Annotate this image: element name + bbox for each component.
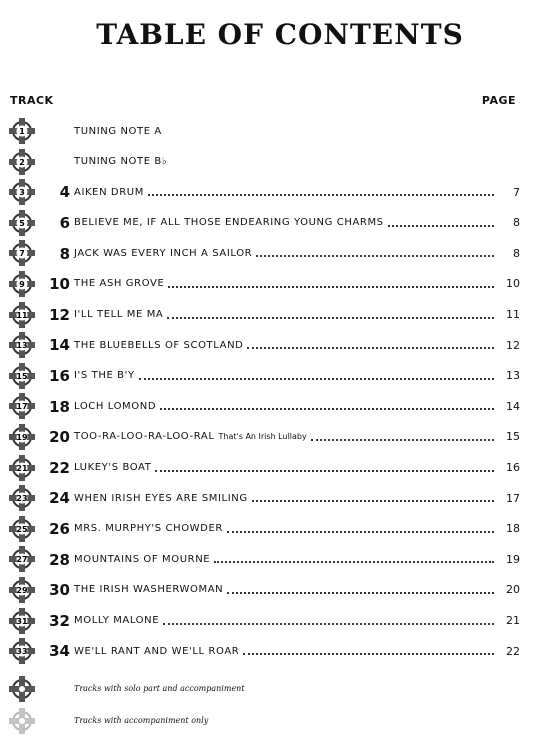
dot-leader xyxy=(252,500,494,502)
celtic-cross-icon xyxy=(8,545,36,573)
track-number: 14 xyxy=(49,336,70,355)
toc-row xyxy=(0,269,560,300)
song-entry xyxy=(74,269,520,299)
toc-row xyxy=(0,575,560,606)
toc-row xyxy=(0,422,560,453)
badge-number: 25 xyxy=(16,524,28,534)
badge-number: 17 xyxy=(16,402,28,412)
toc-row xyxy=(0,208,560,239)
song-title: LOCH LOMOND xyxy=(74,400,157,412)
toc-row xyxy=(0,361,560,392)
track-number: 6 xyxy=(59,214,70,233)
track-number: 20 xyxy=(49,428,70,447)
celtic-cross-icon xyxy=(8,362,36,390)
celtic-cross-icon xyxy=(8,117,36,145)
song-title: TOO-RA-LOO-RA-LOO-RAL xyxy=(74,431,215,443)
page-number: 12 xyxy=(506,338,520,352)
page-number: 8 xyxy=(513,246,520,260)
song-entry xyxy=(74,483,520,513)
celtic-cross-icon xyxy=(8,637,36,665)
badge-number: 13 xyxy=(16,341,28,351)
song-title: MOUNTAINS OF MOURNE xyxy=(74,553,211,565)
celtic-cross-icon xyxy=(8,607,36,635)
track-number: 28 xyxy=(49,550,70,569)
song-entry xyxy=(74,147,520,177)
dot-leader xyxy=(311,439,494,441)
toc-row xyxy=(0,544,560,575)
badge-number: 31 xyxy=(16,616,28,626)
page-number: 13 xyxy=(506,369,520,383)
page-number: 20 xyxy=(506,583,520,597)
dot-leader xyxy=(148,194,494,196)
toc-row xyxy=(0,514,560,545)
track-number: 30 xyxy=(49,581,70,600)
badge-number: 27 xyxy=(16,555,28,565)
track-column-header: TRACK xyxy=(10,94,54,107)
toc-row xyxy=(0,330,560,361)
song-entry xyxy=(74,208,520,238)
celtic-cross-icon xyxy=(8,392,36,420)
page-number: 15 xyxy=(506,430,520,444)
toc-row xyxy=(0,300,560,331)
legend-text: Tracks with solo part and accompaniment xyxy=(74,684,245,693)
badge-number: 2 xyxy=(19,157,25,167)
celtic-cross-icon xyxy=(8,209,36,237)
toc-row xyxy=(0,453,560,484)
song-entry xyxy=(74,636,520,666)
song-title: LUKEY'S BOAT xyxy=(74,462,152,474)
track-number: 32 xyxy=(49,611,70,630)
badge-number: 1 xyxy=(19,127,25,136)
song-entry xyxy=(74,453,520,483)
page-number: 21 xyxy=(506,614,520,627)
track-number: 22 xyxy=(49,458,70,477)
song-title: AIKEN DRUM xyxy=(74,186,144,198)
toc-row xyxy=(0,147,560,178)
song-entry xyxy=(74,238,520,268)
song-title: THE IRISH WASHERWOMAN xyxy=(74,584,224,596)
song-title: I'LL TELL ME MA xyxy=(74,309,164,321)
track-number: 34 xyxy=(49,642,70,661)
badge-number: 23 xyxy=(16,494,28,504)
song-entry xyxy=(74,361,520,391)
celtic-cross-icon xyxy=(8,178,36,206)
celtic-cross-icon xyxy=(8,454,36,482)
track-number: 18 xyxy=(49,397,70,416)
toc-row xyxy=(0,238,560,269)
toc-row xyxy=(0,483,560,514)
dot-leader xyxy=(388,225,494,227)
song-entry xyxy=(74,514,520,544)
track-number: 4 xyxy=(59,183,70,202)
track-number: 12 xyxy=(49,305,70,324)
song-title: I'S THE B'Y xyxy=(74,370,135,382)
celtic-cross-icon xyxy=(8,675,36,703)
contents-list xyxy=(0,116,560,667)
dot-leader xyxy=(155,470,494,472)
track-number: 24 xyxy=(49,489,70,508)
badge-number: 19 xyxy=(16,432,28,442)
toc-row xyxy=(0,606,560,637)
celtic-cross-icon xyxy=(8,707,36,735)
song-title: BELIEVE ME, IF ALL THOSE ENDEARING YOUNG CHARMS xyxy=(74,217,384,229)
song-title: JACK WAS EVERY INCH A SAILOR xyxy=(74,247,253,259)
track-number: 26 xyxy=(49,520,70,539)
celtic-cross-icon xyxy=(8,301,36,329)
song-subtitle: That's An Irish Lullaby xyxy=(218,432,307,442)
song-title: WHEN IRISH EYES ARE SMILING xyxy=(74,492,248,504)
song-entry xyxy=(74,606,520,636)
page-number: 14 xyxy=(506,399,520,413)
page-column-header: PAGE xyxy=(481,94,516,107)
page-number: 7 xyxy=(513,185,520,199)
page-number: 17 xyxy=(506,491,520,505)
song-entry xyxy=(74,422,520,452)
dot-leader xyxy=(139,378,494,380)
celtic-cross-icon xyxy=(8,239,36,267)
song-entry xyxy=(74,330,520,360)
dot-leader xyxy=(227,531,494,533)
celtic-cross-icon xyxy=(8,423,36,451)
celtic-cross-icon xyxy=(8,576,36,604)
dot-leader xyxy=(167,317,494,319)
dot-leader xyxy=(243,653,494,655)
page-number: 18 xyxy=(506,522,520,536)
song-entry xyxy=(74,544,520,574)
dot-leader xyxy=(163,623,494,625)
song-title: MOLLY MALONE xyxy=(74,615,160,626)
legend-text: Tracks with accompaniment only xyxy=(74,716,209,725)
dot-leader xyxy=(160,408,494,410)
dot-leader xyxy=(227,592,494,594)
song-entry xyxy=(74,575,520,605)
toc-row xyxy=(0,116,560,147)
toc-row xyxy=(0,391,560,422)
celtic-cross-icon xyxy=(8,515,36,543)
page-number: 22 xyxy=(506,644,520,658)
page-number: 19 xyxy=(506,552,520,566)
page-number: 8 xyxy=(513,216,520,230)
badge-number: 5 xyxy=(19,218,25,228)
celtic-cross-icon xyxy=(8,148,36,176)
page-title: TABLE OF CONTENTS xyxy=(96,18,464,51)
song-entry xyxy=(74,391,520,421)
toc-row xyxy=(0,636,560,667)
badge-number: 3 xyxy=(19,188,25,198)
celtic-cross-icon xyxy=(8,270,36,298)
song-entry xyxy=(74,300,520,330)
badge-number: 11 xyxy=(16,310,28,320)
celtic-cross-icon xyxy=(8,484,36,512)
dot-leader xyxy=(247,347,494,349)
track-number: 10 xyxy=(49,275,70,294)
dot-leader xyxy=(256,255,494,257)
song-title: WE'LL RANT AND WE'LL ROAR xyxy=(74,645,240,657)
badge-number: 33 xyxy=(16,647,28,657)
song-title: THE ASH GROVE xyxy=(74,278,165,290)
badge-number: 7 xyxy=(19,249,25,259)
badge-number: 21 xyxy=(16,463,28,473)
page-number: 11 xyxy=(506,308,520,322)
badge-number: 9 xyxy=(19,279,25,289)
song-title: TUNING NOTE B♭ xyxy=(74,156,168,168)
song-entry xyxy=(74,116,520,146)
celtic-cross-icon xyxy=(8,331,36,359)
track-number: 8 xyxy=(59,244,70,263)
song-title: MRS. MURPHY'S CHOWDER xyxy=(74,523,223,535)
song-title: THE BLUEBELLS OF SCOTLAND xyxy=(74,339,244,351)
toc-row xyxy=(0,177,560,208)
badge-number: 29 xyxy=(16,585,28,595)
dot-leader xyxy=(214,561,494,563)
page-number: 10 xyxy=(506,277,520,291)
song-entry xyxy=(74,177,520,207)
dot-leader xyxy=(168,286,494,288)
track-number: 16 xyxy=(49,367,70,386)
badge-number: 15 xyxy=(16,371,28,381)
song-title: TUNING NOTE A xyxy=(74,125,162,137)
page-number: 16 xyxy=(506,461,520,475)
